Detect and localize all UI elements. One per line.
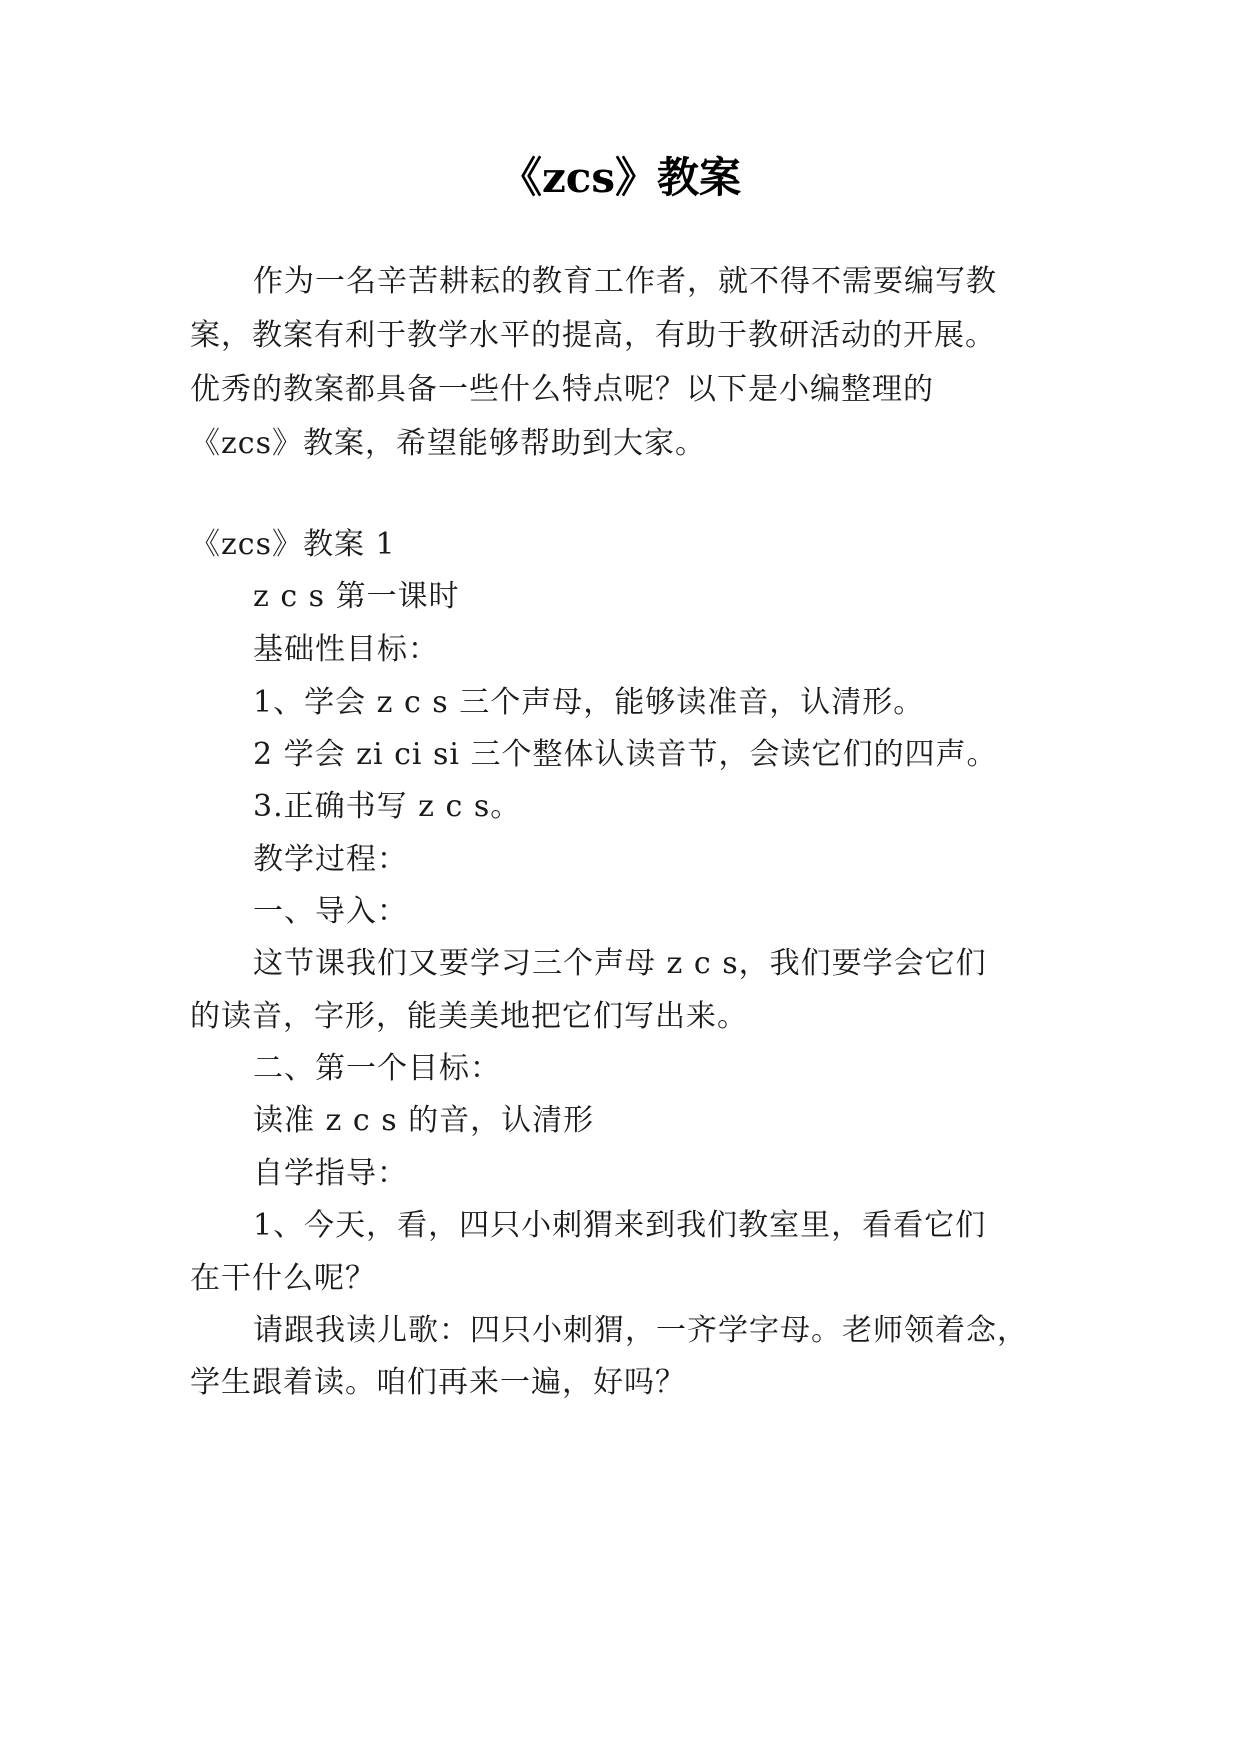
body-line-15: 请跟我读儿歌：四只小刺猬，一齐学字母。老师领着念，	[253, 1313, 1028, 1348]
intro-line-1: 作为一名辛苦耕耘的教育工作者，就不得不需要编写教	[253, 264, 997, 299]
section-heading: 《zcs》教案 1	[190, 527, 396, 562]
body-line-6: 教学过程：	[253, 842, 408, 877]
body-line-7: 一、导入：	[253, 894, 408, 929]
body-line-1: z c s 第一课时	[253, 579, 460, 614]
body-line-13: 1、今天，看，四只小刺猬来到我们教室里，看看它们	[253, 1208, 987, 1243]
intro-line-2: 案，教案有利于教学水平的提高，有助于教研活动的开展。	[190, 318, 996, 353]
body-line-16: 学生跟着读。咱们再来一遍，好吗？	[190, 1365, 686, 1400]
body-line-14: 在干什么呢？	[190, 1261, 376, 1296]
intro-line-4: 《zcs》教案，希望能够帮助到大家。	[190, 426, 707, 461]
intro-line-3: 优秀的教案都具备一些什么特点呢？以下是小编整理的	[190, 372, 934, 407]
body-line-3: 1、学会 z c s 三个声母，能够读准音，认清形。	[253, 685, 925, 720]
body-line-12: 自学指导：	[253, 1156, 408, 1191]
body-line-10: 二、第一个目标：	[253, 1051, 501, 1086]
body-line-8: 这节课我们又要学习三个声母 z c s，我们要学会它们	[253, 946, 987, 981]
body-line-11: 读准 z c s 的音，认清形	[253, 1103, 595, 1138]
body-line-4: 2 学会 zi ci si 三个整体认读音节，会读它们的四声。	[253, 737, 998, 772]
body-line-9: 的读音，字形，能美美地把它们写出来。	[190, 999, 748, 1034]
document-title: 《zcs》教案	[499, 153, 742, 202]
body-line-2: 基础性目标：	[253, 632, 439, 667]
body-line-5: 3.正确书写 z c s。	[253, 789, 522, 824]
